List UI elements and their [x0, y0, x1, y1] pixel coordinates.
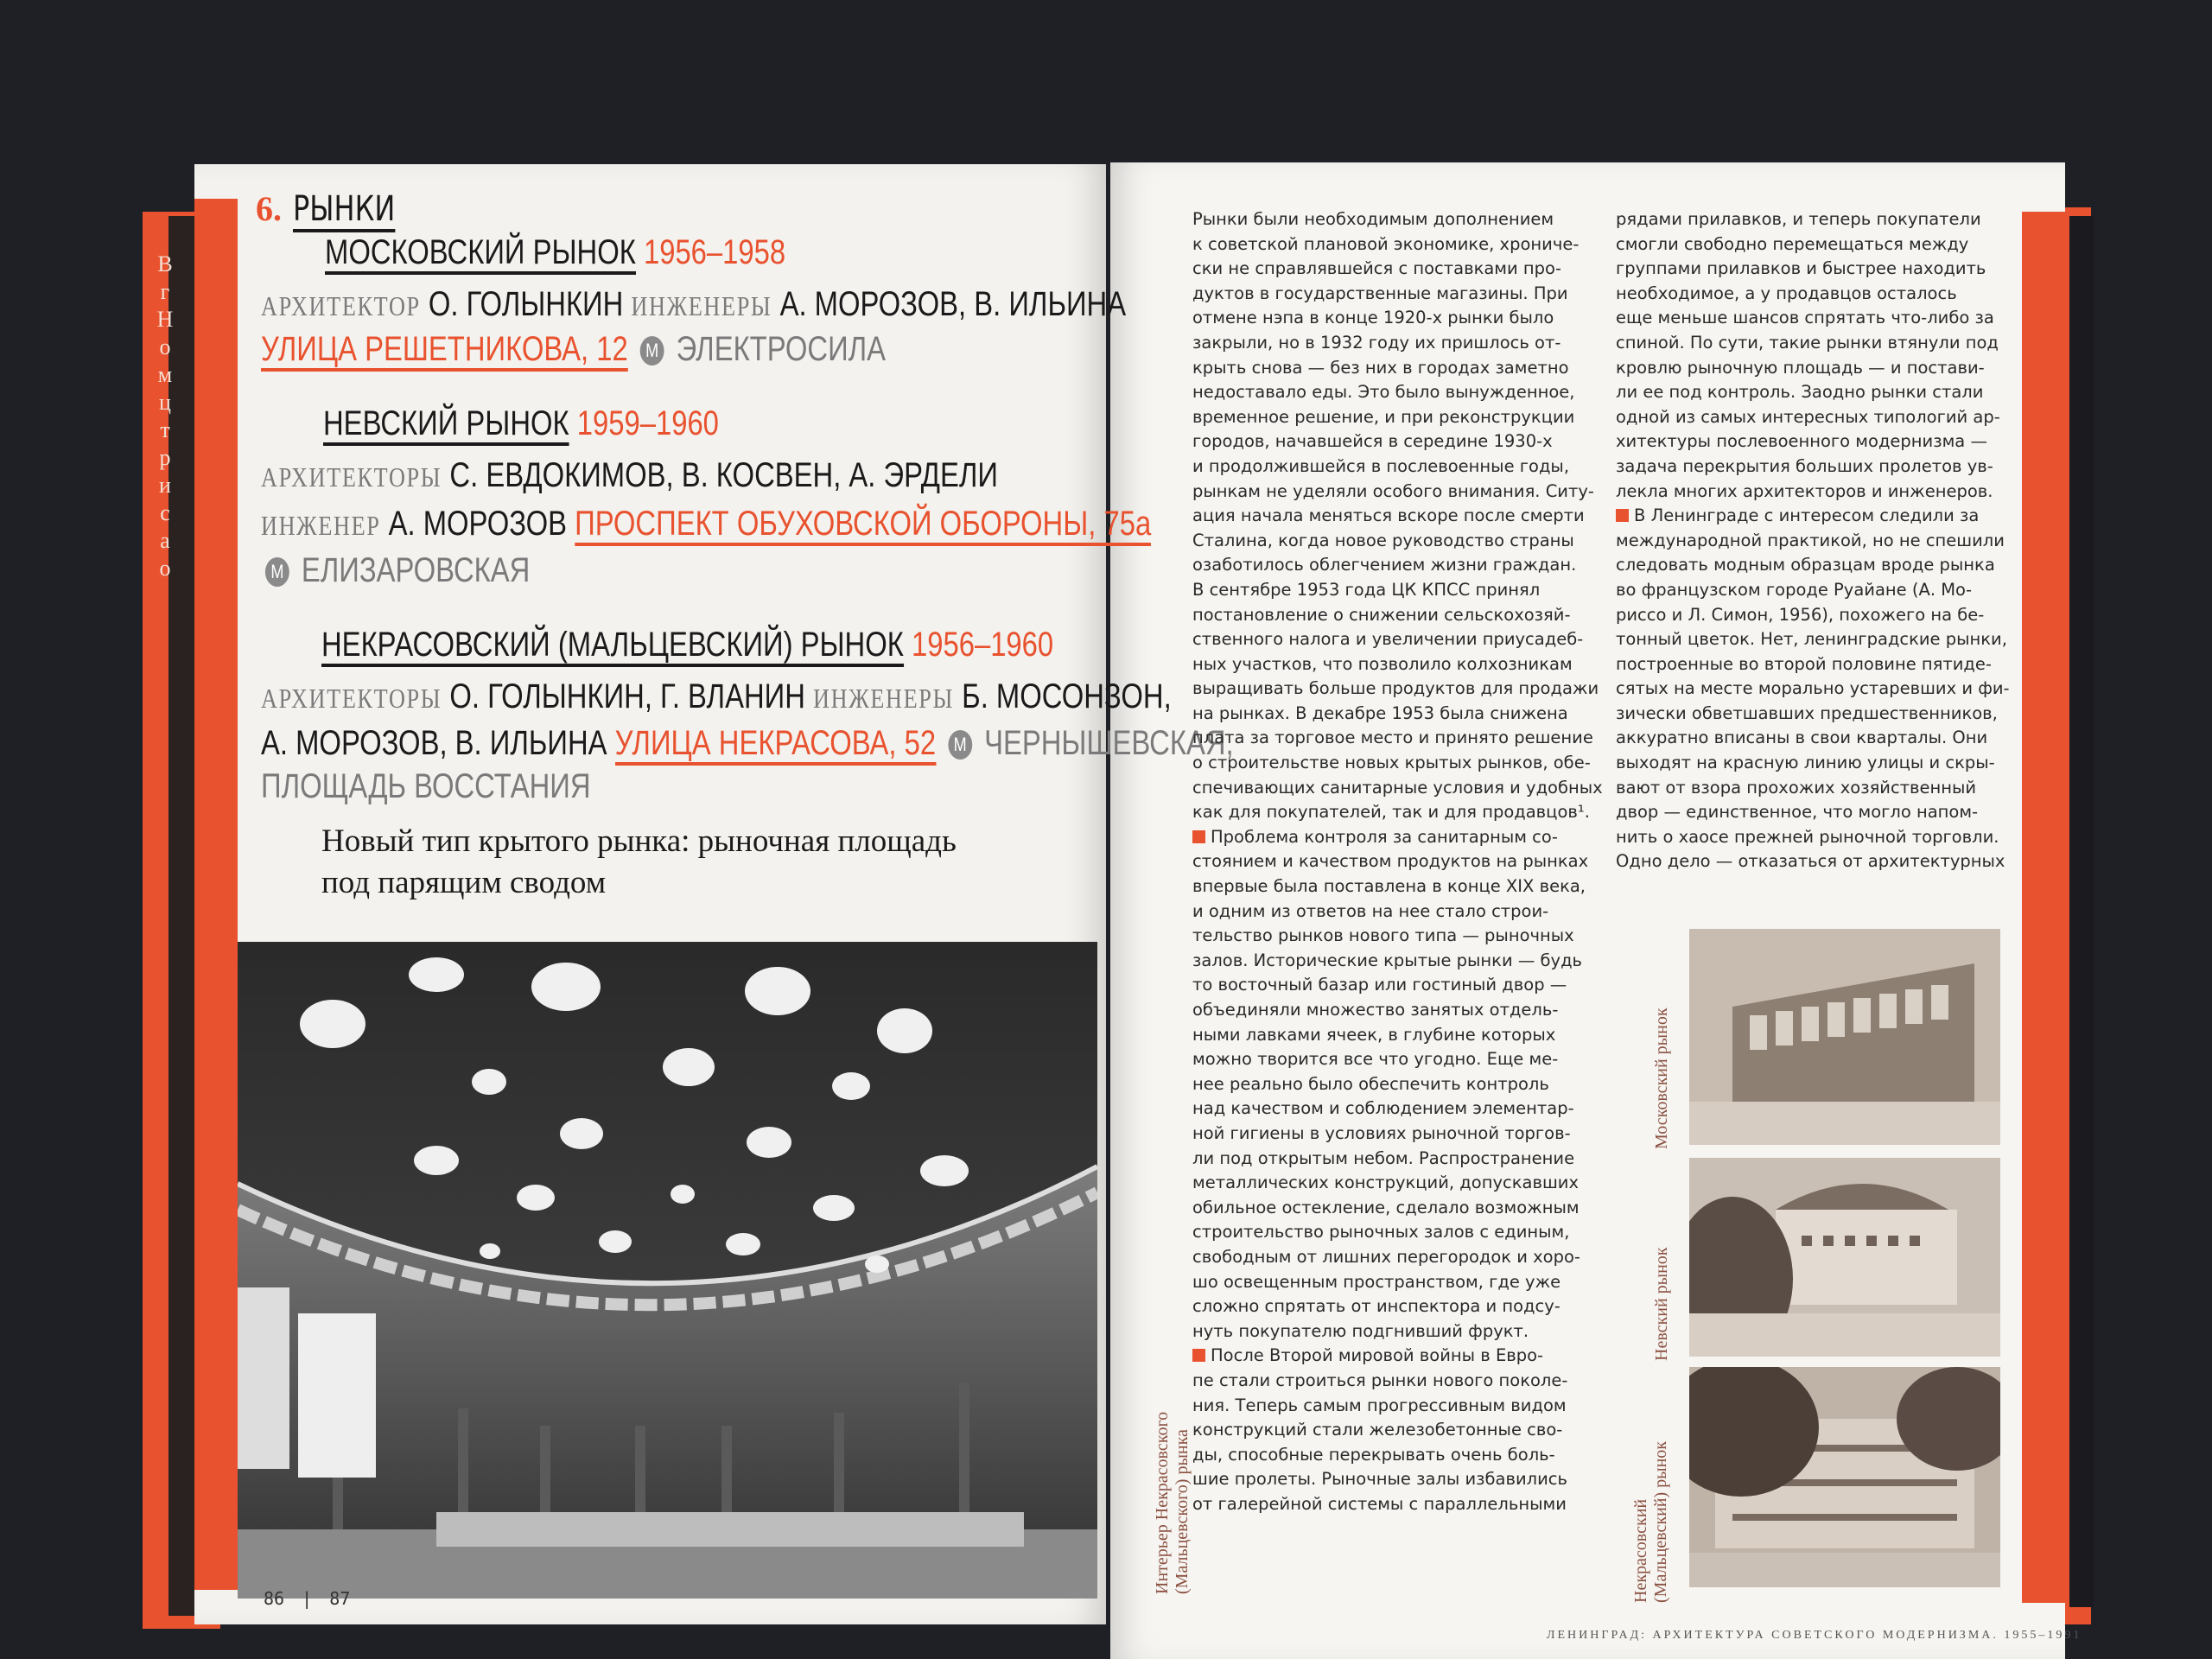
right-accent-stripe	[2022, 212, 2069, 1603]
text-line: от галерейной системы с параллельными	[1192, 1493, 1567, 1514]
market-1-label-architect: АРХИТЕКТОР	[261, 290, 421, 321]
text-line: городов, начавшейся в середине 1930-х	[1192, 431, 1553, 452]
text-line: ной гигиены в условиях рыночной торгов-	[1192, 1122, 1571, 1143]
text-line: к советской плановой экономике, хрониче-	[1192, 233, 1580, 254]
text-line: обильное остекление, сделало возможным	[1192, 1197, 1580, 1217]
text-line: лекла многих архитекторов и инженеров.	[1616, 480, 1993, 501]
text-line: еще меньше шансов спрятать что-либо за	[1616, 308, 1994, 328]
text-line: После Второй мировой войны в Евро-	[1192, 1344, 1605, 1369]
text-line: о строительстве новых крытых рынков, обе-	[1192, 753, 1591, 773]
text-line: тельство рынков нового типа — рыночных	[1192, 925, 1574, 946]
text-line: ли ее под контроль. Заодно рынки стали	[1616, 382, 1984, 403]
text-line: пе стали строиться рынки нового поколе-	[1192, 1370, 1568, 1390]
market-2-label-engineer: ИНЖЕНЕР	[261, 510, 381, 541]
text-line: Сталина, когда новое руководство страны	[1192, 530, 1574, 550]
text-line: объединяли множество занятых отдель-	[1192, 1000, 1559, 1020]
text-line: ных участков, что позволило колхозникам	[1192, 653, 1573, 674]
market-3-architects: О. ГОЛЫНКИН, Г. ВЛАНИН	[449, 677, 805, 715]
market-3-label-engineers: ИНЖЕНЕРЫ	[813, 683, 955, 714]
market-1-name: МОСКОВСКИЙ РЫНОК	[325, 233, 636, 275]
subtitle-line-2: под парящим сводом	[321, 865, 607, 900]
page-number-right: 87	[329, 1588, 351, 1609]
text-line: вают от взора прохожих хозяйственный	[1616, 777, 1977, 798]
market-2-address: ПРОСПЕКТ ОБУХОВСКОЙ ОБОРОНЫ, 75а	[575, 505, 1151, 546]
market-3-credits	[261, 677, 1172, 716]
market-2-label-architects: АРХИТЕКТОРЫ	[261, 461, 442, 493]
section-title: РЫНКИ	[293, 189, 395, 232]
running-footer: ЛЕНИНГРАД: АРХИТЕКТУРА СОВЕТСКОГО МОДЕРНИЗМА. 1955–1991	[1547, 1629, 2082, 1642]
market-1-metro: ЭЛЕКТРОСИЛА	[676, 330, 887, 368]
text-line: недоставало еды. Это было вынужденное,	[1192, 382, 1575, 403]
text-line: двор — единственное, что могло напом-	[1616, 802, 1979, 823]
text-line: выращивать больше продуктов для продажи	[1192, 678, 1599, 699]
text-line: выходят на красную линию улицы и скры-	[1616, 753, 1995, 773]
market-3-location	[261, 724, 1234, 763]
page-number-left: 86	[264, 1588, 285, 1609]
moscow-market-photo	[1689, 929, 2000, 1145]
paragraph-marker-icon	[1616, 509, 1629, 522]
market-1-title	[325, 233, 785, 272]
metro-icon: М	[265, 557, 289, 587]
text-line: над качеством и соблюдением элементар-	[1192, 1098, 1574, 1119]
text-line: группами прилавков и быстрее находить	[1616, 258, 1986, 279]
page-numbers: 86 | 87	[264, 1588, 351, 1609]
text-column-2	[1616, 207, 2022, 874]
market-1-engineers: А. МОРОЗОВ, В. ИЛЬИНА	[779, 285, 1127, 323]
nekrasovsky-market-illustration	[1689, 1367, 2000, 1587]
text-line: закрыли, но в 1932 году их пришлось от-	[1192, 332, 1561, 353]
text-line: одной из самых интересных типологий ар-	[1616, 406, 2000, 427]
text-line: и продолжившейся в послевоенные годы,	[1192, 455, 1570, 476]
text-column-1	[1192, 207, 1605, 1516]
market-2-title	[323, 404, 719, 443]
text-line: международной практикой, но не спешили	[1616, 530, 2005, 550]
text-line: во французском городе Руайане (А. Мо-	[1616, 579, 1973, 600]
text-line: строительство рыночных залов с единым,	[1192, 1222, 1570, 1243]
metro-icon: М	[948, 730, 972, 760]
market-3-metro: ЧЕРНЫШЕВСКАЯ,	[984, 724, 1234, 762]
market-3-engineers: Б. МОСОНЗОН,	[962, 677, 1172, 715]
text-line: тонный цветок. Нет, ленинградские рынки,	[1616, 629, 2007, 650]
market-3-engineers-cont: А. МОРОЗОВ, В. ИЛЬИНА	[261, 724, 607, 762]
text-line: ными лавками ячеек, в глубине которых	[1192, 1024, 1556, 1045]
text-line: хитектуры послевоенного модернизма —	[1616, 431, 1987, 452]
metro-icon: М	[640, 336, 664, 365]
text-line: металлических конструкций, допускавших	[1192, 1173, 1579, 1193]
moscow-market-illustration	[1689, 929, 2000, 1145]
photo-caption-line-2: (Мальцевского) рынка	[1173, 1429, 1192, 1594]
text-line: впервые была поставлена в конце XIX века,	[1192, 876, 1586, 897]
text-line: задача перекрытия больших пролетов ув-	[1616, 455, 1993, 476]
photo-caption	[1153, 1412, 1192, 1594]
subtitle-line-1: Новый тип крытого рынка: рыночная площадь	[321, 823, 957, 859]
caption-nevsky-market	[1652, 1247, 1672, 1361]
nevsky-market-photo	[1689, 1158, 2000, 1357]
chapter-subtitle	[321, 821, 1082, 904]
market-3-name: НЕКРАСОВСКИЙ (МАЛЬЦЕВСКИЙ) РЫНОК	[321, 626, 904, 667]
market-2-engineer-address	[261, 505, 1151, 543]
text-line: нуть покупателю подгнивший фрукт.	[1192, 1320, 1529, 1341]
text-line: следовать модным образцам вроде рынка	[1616, 555, 1995, 575]
market-1-years: 1956–1958	[643, 233, 786, 271]
market-1-address: УЛИЦА РЕШЕТНИКОВА, 12	[261, 330, 628, 372]
text-line: как для покупателей, так и для продавцов¹.	[1192, 802, 1590, 823]
text-line: зически обветшавших предшественников,	[1616, 702, 1998, 723]
paragraph-marker-icon	[1192, 1349, 1205, 1362]
text-line: стоянием и качеством продуктов на рынках	[1192, 851, 1589, 872]
market-3-address: УЛИЦА НЕКРАСОВА, 52	[615, 724, 936, 766]
market-interior-illustration	[238, 942, 1097, 1599]
text-line: постановление о снижении сельскохозяй-	[1192, 604, 1571, 625]
text-line: можно творится все что угодно. Еще ме-	[1192, 1049, 1559, 1070]
text-line: Рынки были необходимым дополнением	[1192, 209, 1554, 229]
market-2-metro: ЕЛИЗАРОВСКАЯ	[301, 551, 531, 589]
text-line: дуктов в государственные магазины. При	[1192, 283, 1568, 303]
text-line: временное решение, и при реконструкции	[1192, 406, 1575, 427]
market-2-architects: С. ЕВДОКИМОВ, В. КОСВЕН, А. ЭРДЕЛИ	[449, 456, 998, 494]
caption-nekrasovsky-line-2: (Мальцевский) рынок	[1651, 1440, 1670, 1603]
text-line: ли под открытым небом. Распространение	[1192, 1147, 1575, 1168]
market-1-label-engineers: ИНЖЕНЕРЫ	[631, 290, 772, 321]
text-line: ация начала меняться вскоре после смерти	[1192, 505, 1585, 526]
text-line: рядами прилавков, и теперь покупатели	[1616, 209, 1981, 229]
section-number: 6.	[256, 189, 282, 228]
nekrasovsky-market-photo	[1689, 1367, 2000, 1587]
text-line: конструкций стали железобетонные сво-	[1192, 1420, 1563, 1440]
text-line: ды, способные перекрывать очень боль-	[1192, 1444, 1555, 1465]
market-2-years: 1959–1960	[576, 404, 719, 442]
caption-nevsky-market-text: Невский рынок	[1652, 1247, 1671, 1361]
text-line: шие пролеты. Рыночные залы избавились	[1192, 1469, 1567, 1490]
text-line: В Ленинграде с интересом следили за	[1616, 504, 2022, 529]
market-1-location	[261, 330, 886, 369]
market-3-metro-line2	[261, 767, 591, 806]
text-line: ственного налога и увеличении приусадеб-	[1192, 629, 1584, 650]
market-3-years: 1956–1960	[911, 626, 1054, 664]
market-1-credits	[261, 285, 1126, 324]
text-line: нее реально было обеспечить контроль	[1192, 1073, 1549, 1094]
text-line: Одно дело — отказаться от архитектурных	[1616, 851, 2005, 872]
text-line: спиной. По сути, такие рынки втянули под	[1616, 332, 1999, 353]
text-line: необходимое, а у продавцов осталось	[1616, 283, 1957, 303]
text-line: залов. Исторические крытые рынки — будь	[1192, 950, 1583, 970]
market-2-engineer: А. МОРОЗОВ	[388, 505, 568, 543]
left-accent-stripe	[194, 199, 238, 1590]
text-line: сложно спрятать от инспектора и подсу-	[1192, 1296, 1560, 1317]
market-2-name: НЕВСКИЙ РЫНОК	[323, 404, 569, 446]
market-2-metro-line	[261, 551, 530, 590]
text-line: риссо и Л. Симон, 1956), похожего на бе-	[1616, 604, 1985, 625]
text-line: Проблема контроля за санитарным со-	[1192, 825, 1605, 850]
book-back-cover	[2069, 216, 2094, 1607]
text-line: рынкам не уделяли особого внимания. Ситу-	[1192, 480, 1594, 501]
text-line: В сентябре 1953 года ЦК КПСС принял	[1192, 579, 1541, 600]
text-line: смогли свободно перемещаться между	[1616, 233, 1969, 254]
caption-moscow-market	[1652, 1007, 1672, 1149]
text-line: отмене нэпа в конце 1920-х рынки было	[1192, 308, 1554, 328]
section-heading	[256, 188, 421, 232]
market-3-metro-2: ПЛОЩАДЬ ВОССТАНИЯ	[261, 767, 591, 805]
market-2-credits	[261, 456, 998, 495]
caption-nekrasovsky-line-1: Некрасовский	[1631, 1498, 1650, 1603]
photo-caption-line-1: Интерьер Некрасовского	[1153, 1411, 1172, 1594]
text-line: кровлю рыночную площадь — и постави-	[1616, 357, 1985, 378]
market-interior-photo	[238, 942, 1097, 1599]
text-line: ски не справлявшейся с поставками про-	[1192, 258, 1561, 279]
market-3-title	[321, 626, 1053, 664]
paragraph-marker-icon	[1192, 830, 1205, 843]
text-line: ния. Теперь самым прогрессивным видом	[1192, 1395, 1567, 1415]
market-3-label-architects: АРХИТЕКТОРЫ	[261, 683, 442, 714]
market-1-architect: О. ГОЛЫНКИН	[428, 285, 624, 323]
text-line: аккуратно вписаны в свои кварталы. Они	[1616, 728, 1988, 748]
text-line: спечивающих санитарные условия и удобных	[1192, 777, 1603, 798]
text-line: шо освещенным пространством, где уже	[1192, 1271, 1561, 1292]
thumb-text: В г Н о м ц т р и с а о	[156, 251, 174, 581]
text-line: крыть снова — без них в городах заметно	[1192, 357, 1569, 378]
nevsky-market-illustration	[1689, 1158, 2000, 1357]
text-line: нить о хаосе прежней рыночной торговли.	[1616, 826, 1999, 847]
caption-nekrasovsky-market	[1631, 1441, 1671, 1603]
text-line: плата за торговое место и принято решение	[1192, 728, 1593, 748]
text-line: и одним из ответов на нее стало строи-	[1192, 900, 1549, 921]
text-line: то восточный базар или гостиный двор —	[1192, 975, 1567, 995]
text-line: свободным от лишних перегородок и хоро-	[1192, 1246, 1580, 1267]
text-line: озаботилось облегчением жизни граждан.	[1192, 555, 1577, 575]
caption-moscow-market-text: Московский рынок	[1652, 1007, 1671, 1149]
text-line: на рынках. В декабре 1953 была снижена	[1192, 702, 1568, 723]
text-line: построенные во второй половине пятиде-	[1616, 653, 1992, 674]
text-line: сятых на месте морально устаревших и фи-	[1616, 678, 2010, 699]
